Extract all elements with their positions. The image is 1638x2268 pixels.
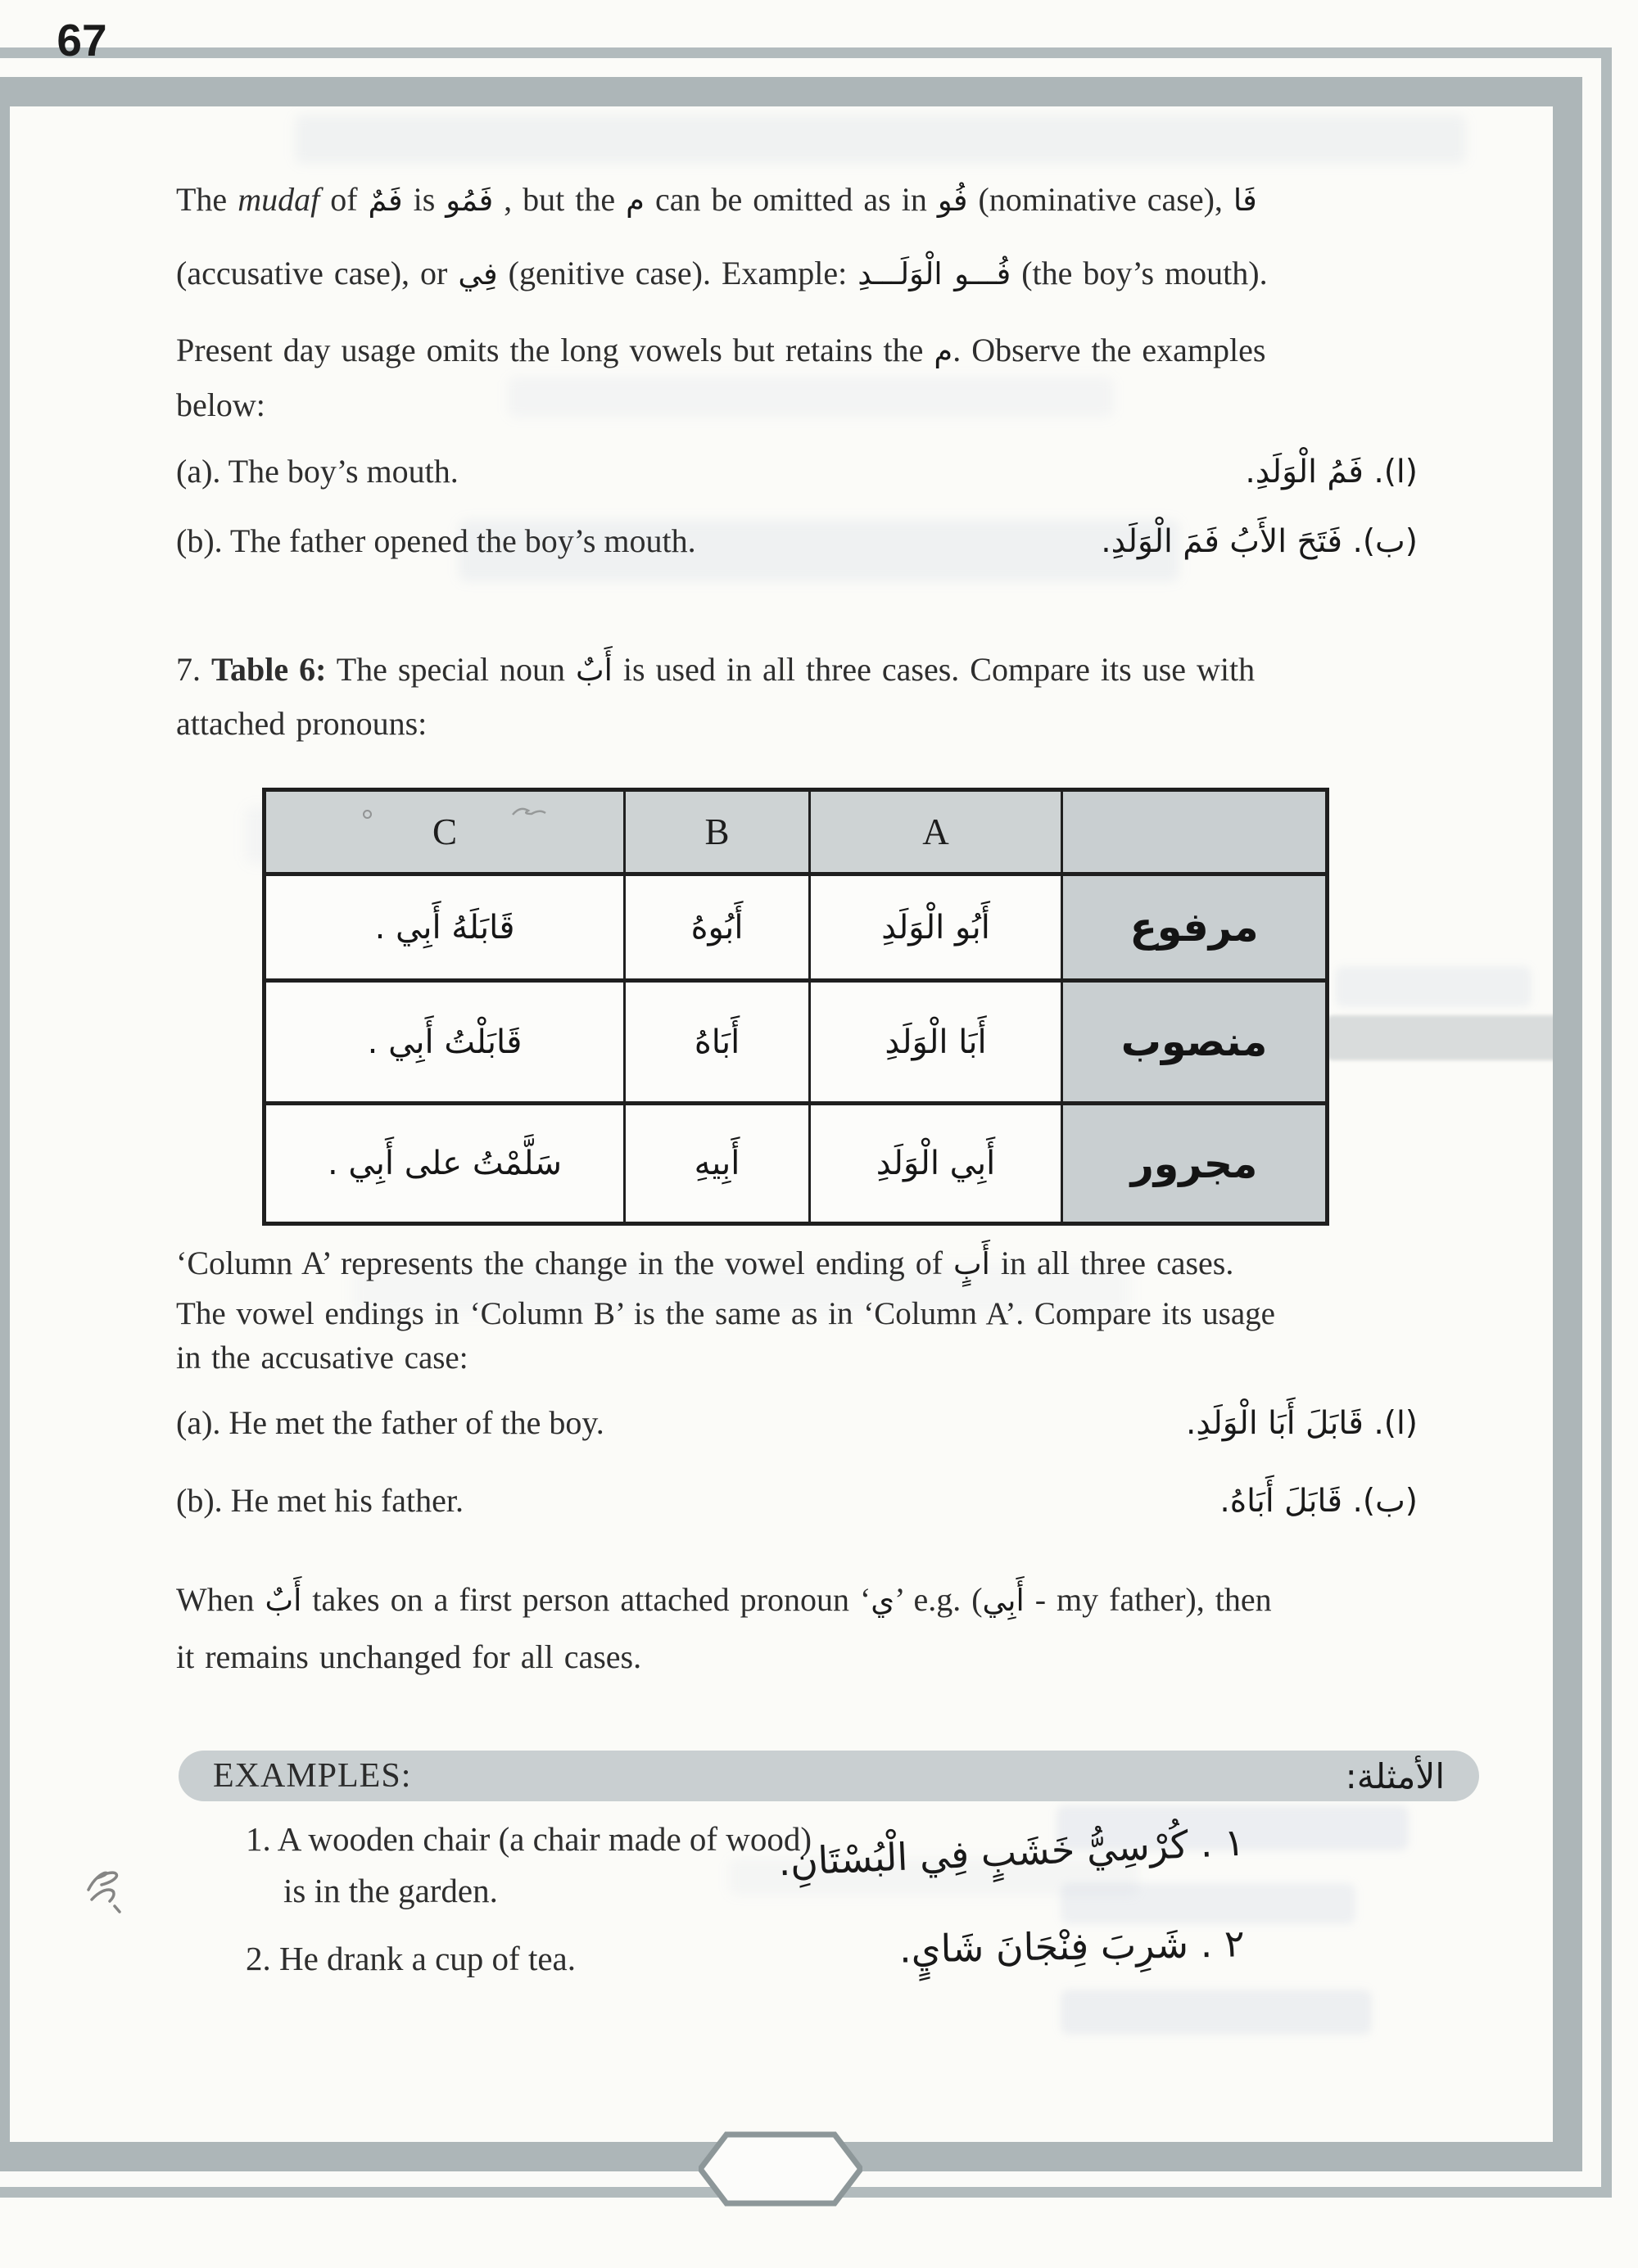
page-number-hexagon [699, 2129, 862, 2209]
example-row-mouth-b [176, 514, 1418, 569]
pencil-squiggle-mark [79, 1836, 136, 1913]
bleed-ghost [1061, 1990, 1372, 2035]
bleed-gray-band [1325, 1015, 1571, 1060]
examples-label-english: EXAMPLES: [213, 1757, 412, 1795]
example-english: (a). He met the father of the boy. [176, 1404, 604, 1441]
intro-line-4: below: [176, 386, 265, 423]
when-note-line-1: When أَبٌ takes on a first person attached pronoun ‘ي’ e.g. (أَبِي - my father), then [176, 1581, 1272, 1618]
page-number: 67 [57, 15, 107, 66]
table-cell-a-majrour: أَبِي الْوَلَدِ [808, 1101, 1061, 1222]
table-cell-b-mansoub: أَبَاهُ [623, 978, 808, 1101]
table-header-c: C [266, 792, 623, 872]
table-case-mansoub: منصوب [1061, 978, 1325, 1101]
example2-arabic: ٢ . شَرِبَ فِنْجَانَ شَايٍ. [898, 1921, 1246, 1972]
table-case-majrour: مجرور [1061, 1101, 1325, 1222]
pencil-dot-mark [363, 810, 372, 819]
examples-label-arabic: الأمثلة: [1345, 1755, 1445, 1796]
example-arabic: (ب). قَابَلَ أَبَاهُ. [1219, 1483, 1418, 1520]
table-cell-a-marfou: أَبُو الْوَلَدِ [808, 872, 1061, 978]
bleed-ghost [1335, 966, 1532, 1007]
column-note-line-3: in the accusative case: [176, 1340, 468, 1376]
example-english: (b). The father opened the boy’s mouth. [176, 522, 696, 559]
table-cell-c-majrour: سَلَّمْتُ على أَبِي . [266, 1101, 623, 1222]
table-cell-b-marfou: أَبُوهُ [623, 872, 808, 978]
table-header-a: A [808, 792, 1061, 872]
bleed-ghost [508, 377, 1114, 418]
examples-section-bar [179, 1751, 1479, 1801]
example-row-father-b [176, 1474, 1418, 1529]
example-english: (a). The boy’s mouth. [176, 453, 459, 490]
example-arabic: (ب). فَتَحَ الأَبُ فَمَ الْوَلَدِ. [1101, 523, 1418, 560]
column-note-line-1: ‘Column A’ represents the change in the vowel ending of أَبٍ in all three cases. [176, 1245, 1234, 1281]
example1-english-line2: is in the garden. [283, 1872, 498, 1909]
example1-english-line1: 1. A wooden chair (a chair made of wood) [246, 1820, 812, 1858]
table-cell-c-marfou: قَابَلَهُ أَبِي . [266, 872, 623, 978]
table-case-marfou: مرفوع [1061, 872, 1325, 978]
when-note-line-2: it remains unchanged for all cases. [176, 1638, 642, 1675]
intro-line-1: The mudaf of فَمٌ is فَمُو , but the م can be omitted as in فُو (nominative case), فَا [176, 181, 1257, 218]
table-header-b: B [623, 792, 808, 872]
example-arabic: (ا). فَمُ الْوَلَدِ. [1245, 454, 1418, 490]
pencil-smudge-mark [510, 803, 548, 821]
bleed-ghost [1061, 1883, 1355, 1924]
table-cell-c-mansoub: قَابَلْتُ أَبِي . [266, 978, 623, 1101]
example2-english-line1: 2. He drank a cup of tea. [246, 1940, 576, 1977]
section7-line-1: 7. Table 6: The special noun أَبٌ is used in all three cases. Compare its use with [176, 651, 1256, 688]
example-arabic: (ا). قَابَلَ أَبَا الْوَلَدِ. [1186, 1405, 1418, 1442]
example1-arabic: ١ . كُرْسِيُّ خَشَبٍ فِي الْبُسْتَانِ. [777, 1819, 1246, 1885]
table-6 [262, 788, 1329, 1226]
example-english: (b). He met his father. [176, 1482, 464, 1519]
table-cell-b-majrour: أَبِيهِ [623, 1101, 808, 1222]
table-header-case [1061, 792, 1325, 872]
section7-line-2: attached pronouns: [176, 705, 428, 742]
table-cell-a-mansoub: أَبَا الْوَلَدِ [808, 978, 1061, 1101]
column-note-line-2: The vowel endings in ‘Column B’ is the same as in ‘Column A’. Compare its usage [176, 1296, 1275, 1331]
intro-line-2: (accusative case), or فِي (genitive case). Example: فُـــو الْوَلَـــدِ (the boy’s mouth). [176, 255, 1268, 291]
example-row-mouth-a [176, 445, 1418, 499]
bleed-ghost [295, 115, 1466, 164]
example-row-father-a [176, 1396, 1418, 1451]
intro-line-3: Present day usage omits the long vowels but retains the م. Observe the examples [176, 332, 1266, 368]
